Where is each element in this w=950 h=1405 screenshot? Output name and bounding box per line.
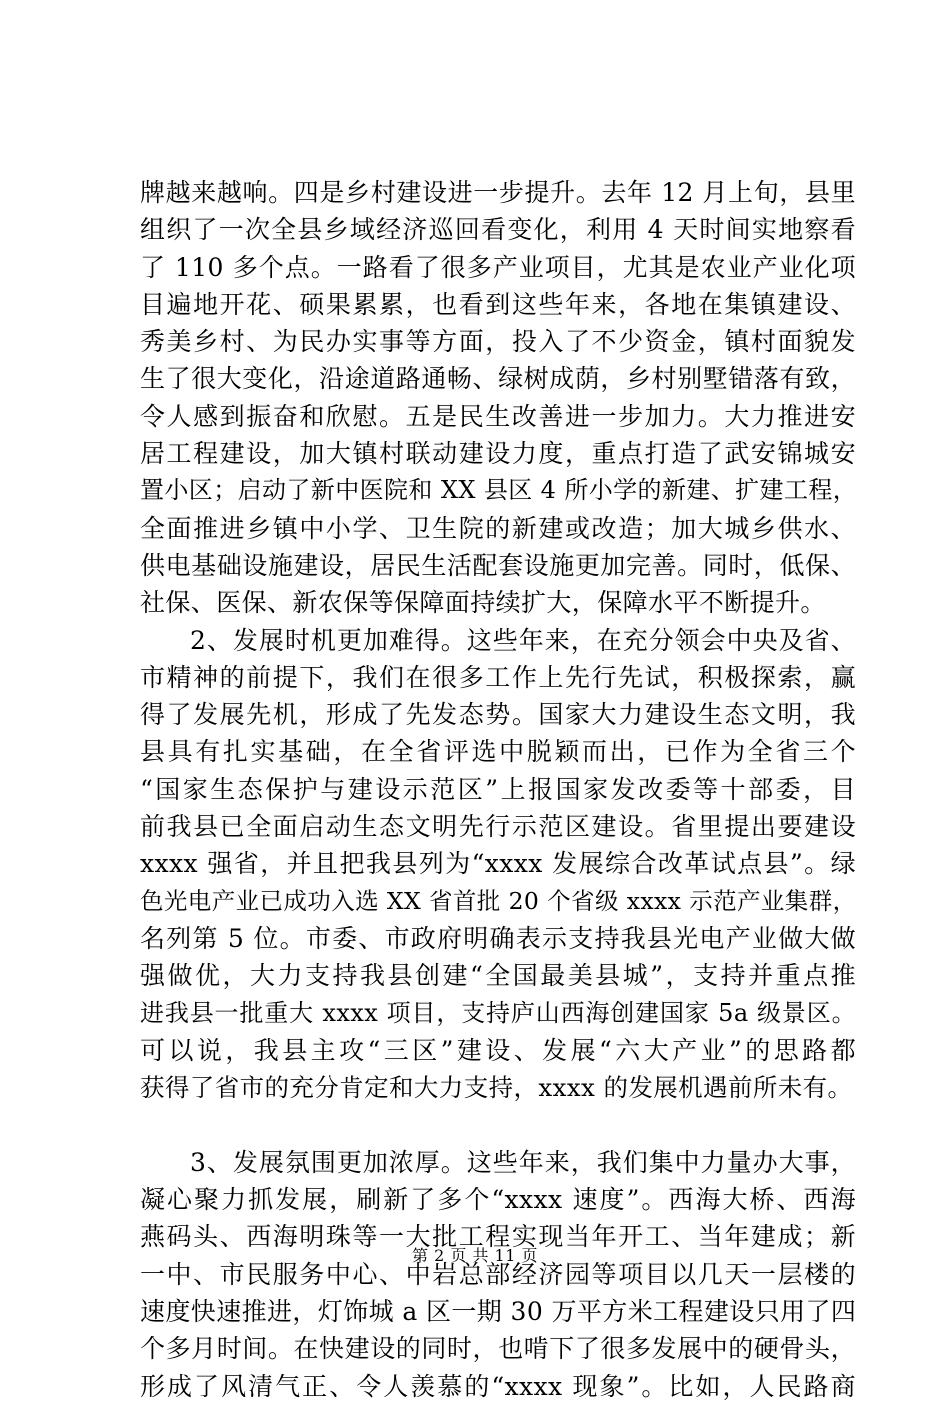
- text-line: 县具有扎实基础，在全省评选中脱颖而出，已作为全省三个: [140, 737, 856, 767]
- text-line: 强做优，大力支持我县创建“全国最美县城”，支持并重点推: [140, 961, 856, 991]
- text-line: 一中、市民服务中心、中岩总部经济园等项目以几天一层楼的: [140, 1259, 856, 1289]
- text-line: 了 110 多个点。一路看了很多产业项目，尤其是农业产业化项: [140, 252, 856, 282]
- text-line: 目遍地开花、硕果累累，也看到这些年来，各地在集镇建设、: [140, 289, 856, 319]
- text-line: 市精神的前提下，我们在很多工作上先行先试，积极探索，赢: [140, 662, 856, 692]
- paragraph-gap: [140, 1106, 856, 1143]
- text-line: 令人感到振奋和欣慰。五是民生改善进一步加力。大力推进安: [140, 401, 856, 431]
- text-line: 名列第 5 位。市委、市政府明确表示支持我县光电产业做大做: [140, 923, 856, 953]
- text-line: 速度快速推进，灯饰城 a 区一期 30 万平方米工程建设只用了四: [140, 1296, 857, 1326]
- body-text: [140, 174, 856, 1405]
- text-line: 进我县一批重大 xxxx 项目，支持庐山西海创建国家 5a 级景区。: [140, 998, 856, 1027]
- paragraph-first-line: 3、发展氛围更加浓厚。这些年来，我们集中力量办大事，: [190, 1147, 856, 1177]
- paragraph-first-line: 2、发展时机更加难得。这些年来，在充分领会中央及省、: [190, 625, 856, 655]
- text-line: 可以说，我县主攻“三区”建设、发展“六大产业”的思路都: [140, 1035, 856, 1065]
- text-line: 形成了风清气正、令人羡慕的“xxxx 现象”。比如，人民路商: [140, 1371, 856, 1401]
- text-line: 获得了省市的充分肯定和大力支持，xxxx 的发展机遇前所未有。: [140, 1073, 853, 1103]
- text-line: 供电基础设施建设，居民生活配套设施更加完善。同时，低保、: [140, 550, 856, 580]
- text-line: 前我县已全面启动生态文明先行示范区建设。省里提出要建设: [140, 812, 856, 842]
- text-line: 色光电产业已成功入选 XX 省首批 20 个省级 xxxx 示范产业集群，: [140, 886, 857, 915]
- text-line: 秀美乡村、为民办实事等方面，投入了不少资金，镇村面貌发: [140, 327, 856, 357]
- text-line: 凝心聚力抓发展，刷新了多个“xxxx 速度”。西海大桥、西海: [140, 1185, 856, 1215]
- text-line: “国家生态保护与建设示范区”上报国家发改委等十部委，目: [140, 774, 856, 804]
- text-line: 组织了一次全县乡域经济巡回看变化，利用 4 天时间实地察看: [140, 215, 856, 245]
- text-line: xxxx 强省，并且把我县列为“xxxx 发展综合改革试点县”。绿: [140, 849, 856, 879]
- text-line: 个多月时间。在快建设的同时，也啃下了很多发展中的硬骨头，: [140, 1334, 856, 1364]
- text-line: 得了发展先机，形成了先发态势。国家大力建设生态文明，我: [140, 700, 856, 730]
- text-line: 全面推进乡镇中小学、卫生院的新建或改造；加大城乡供水、: [140, 513, 856, 543]
- text-line: 社保、医保、新农保等保障面持续扩大，保障水平不断提升。: [140, 588, 826, 618]
- text-line: 置小区；启动了新中医院和 XX 县区 4 所小学的新建、扩建工程，: [140, 476, 858, 505]
- text-line: 燕码头、西海明珠等一大批工程实现当年开工、当年建成；新: [140, 1222, 856, 1252]
- text-line: 牌越来越响。四是乡村建设进一步提升。去年 12 月上旬，县里: [140, 178, 856, 207]
- page-number-footer: 第 2 页 共 11 页: [412, 1246, 538, 1265]
- text-line: 生了很大变化，沿途道路通畅、绿树成荫，乡村别墅错落有致，: [140, 364, 856, 394]
- text-line: 居工程建设，加大镇村联动建设力度，重点打造了武安锦城安: [140, 439, 856, 469]
